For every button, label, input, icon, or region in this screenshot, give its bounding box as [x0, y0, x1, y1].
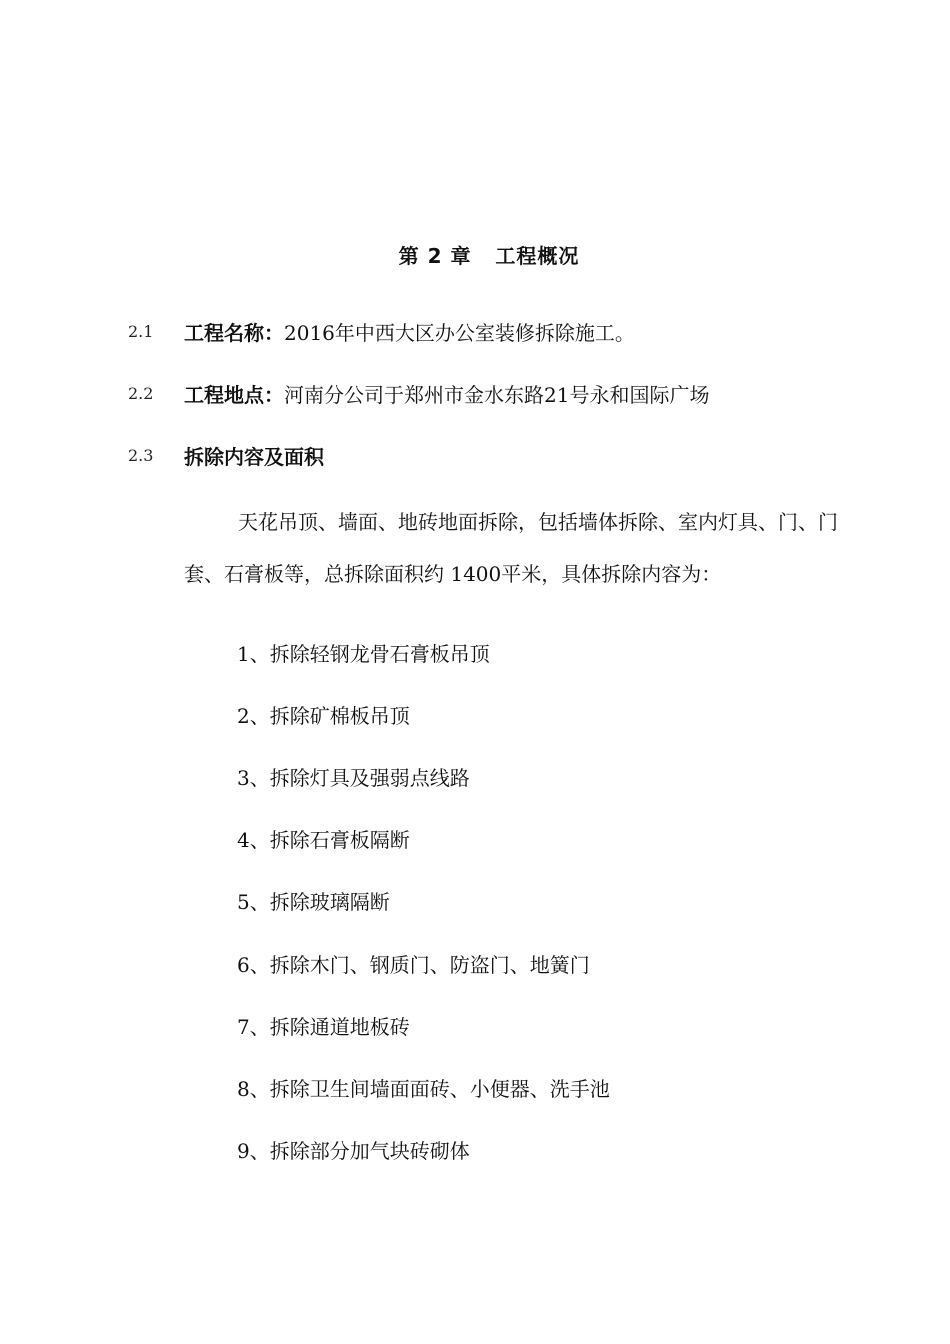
list-item: 3、拆除灯具及强弱点线路: [237, 766, 470, 790]
section-label: 拆除内容及面积: [184, 444, 324, 469]
list-item: 4、拆除石膏板隔断: [237, 828, 410, 852]
section-value: 2016年中西大区办公室装修拆除施工。: [284, 320, 635, 345]
section-project-name: [128, 316, 635, 346]
list-item: 6、拆除木门、钢质门、防盗门、地簧门: [237, 953, 590, 977]
section-number: 2.1: [128, 321, 154, 341]
section-label: 工程地点：: [184, 382, 284, 407]
section-value: 河南分公司于郑州市金水东路21号永和国际广场: [284, 382, 710, 407]
list-item: 1、拆除轻钢龙骨石膏板吊顶: [237, 642, 490, 666]
list-item: 5、拆除玻璃隔断: [237, 890, 390, 914]
section-project-location: [128, 378, 709, 408]
list-item: 9、拆除部分加气块砖砌体: [237, 1139, 470, 1163]
list-item: 8、拆除卫生间墙面面砖、小便器、洗手池: [237, 1077, 610, 1101]
description-paragraph: 天花吊顶、墙面、地砖地面拆除，包括墙体拆除、室内灯具、门、门套、石膏板等，总拆除面积约 1400平米，具体拆除内容为：: [184, 510, 838, 586]
section-label: 工程名称：: [184, 320, 284, 345]
list-item: 2、拆除矿棉板吊顶: [237, 704, 410, 728]
section-number: 2.2: [128, 383, 154, 403]
list-item: 7、拆除通道地板砖: [237, 1015, 410, 1039]
section-demolition-scope: [128, 440, 324, 470]
chapter-title: 第 2 章 工程概况: [398, 244, 580, 268]
section-number: 2.3: [128, 445, 154, 465]
